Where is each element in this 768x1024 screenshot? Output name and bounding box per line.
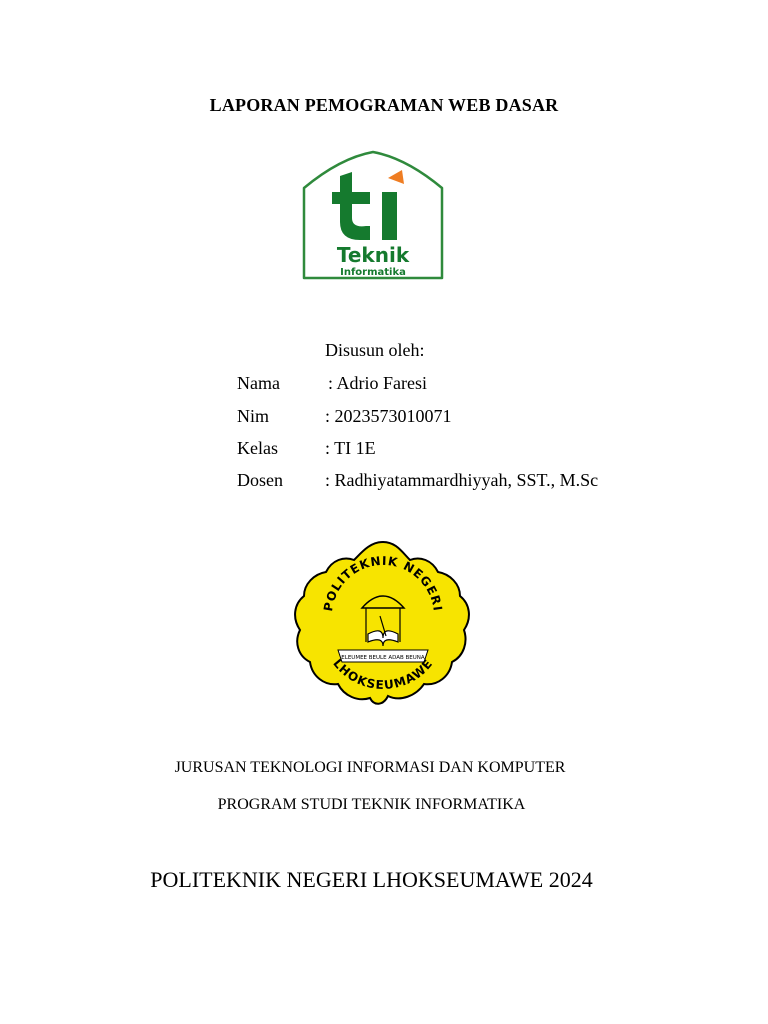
info-value: : Adrio Faresi [328, 373, 427, 393]
department-name: JURUSAN TEKNOLOGI INFORMASI DAN KOMPUTER [174, 759, 566, 776]
info-label: Nama [237, 373, 280, 393]
info-value: : 2023573010071 [325, 406, 452, 426]
info-value: : Radhiyatammardhiyyah, SST., M.Sc [325, 470, 599, 490]
logo-bottom-text: LHOKSEUMAWE [330, 656, 436, 693]
logo-line-1: Teknik [336, 243, 410, 267]
compiled-by-label: Disusun oleh: [325, 340, 425, 360]
teknik-informatika-logo [300, 148, 446, 286]
logo-line-2: Informatika [340, 267, 406, 278]
info-value: : TI 1E [325, 438, 376, 458]
logo-top-text: POLITEKNIK NEGERI [321, 553, 445, 613]
study-program-name: PROGRAM STUDI TEKNIK INFORMATIKA [217, 796, 526, 813]
politeknik-negeri-lhokseumawe-logo [292, 538, 474, 708]
info-label: Nim [237, 406, 270, 426]
info-label: Kelas [237, 438, 278, 458]
info-label: Dosen [237, 470, 283, 490]
i-letter-stem [382, 192, 397, 240]
motto-text: ELEUMEE BEULE ADAB BEUNA [341, 655, 425, 661]
report-title: LAPORAN PEMOGRAMAN WEB DASAR [209, 95, 559, 115]
institution-name: POLITEKNIK NEGERI LHOKSEUMAWE 2024 [150, 867, 593, 892]
